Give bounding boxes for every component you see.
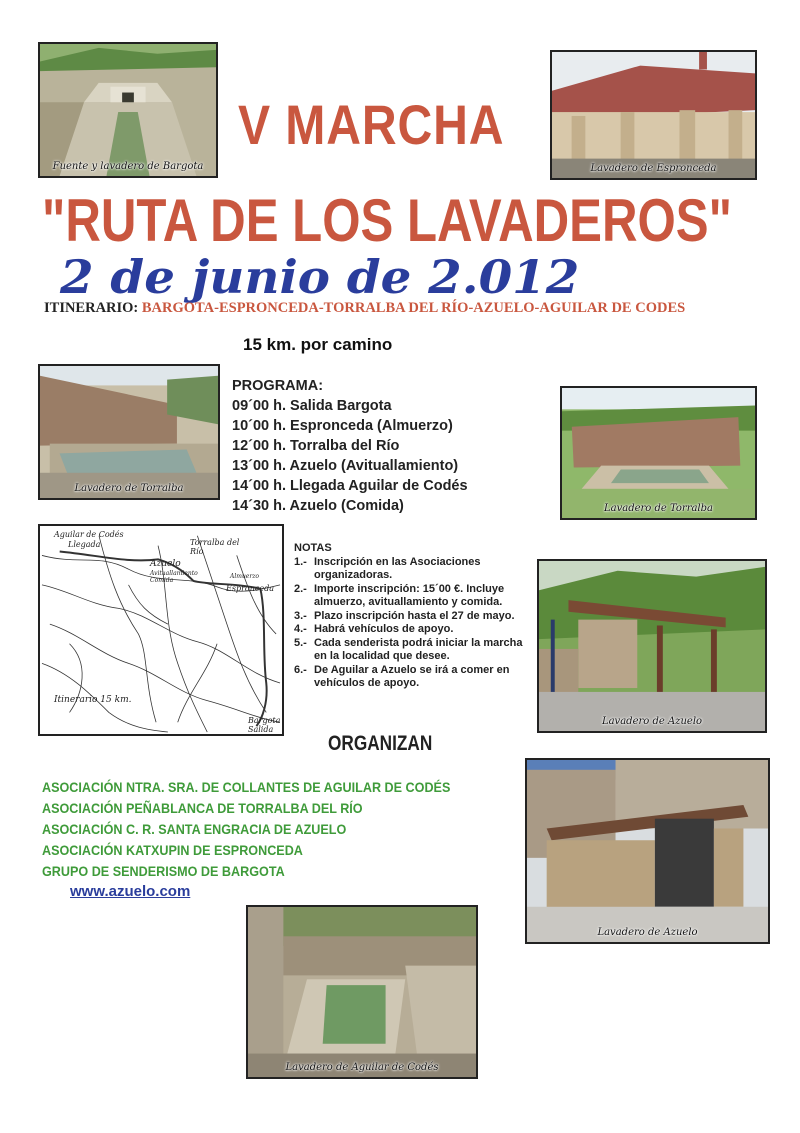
photo-aguilar [246,905,478,1079]
organizan-heading: ORGANIZAN [328,732,433,755]
itinerario-label: ITINERARIO: [44,300,139,316]
photo-bargota [38,42,218,178]
photo-torralba-left [38,364,220,500]
itinerario-route: BARGOTA-ESPRONCEDA-TORRALBA DEL RÍO-AZUELO-AGUILAR DE CODES [141,300,686,316]
association-item: ASOCIACIÓN NTRA. SRA. DE COLLANTES DE AGUILAR DE CODÉS [42,779,451,795]
nota-item: 2.- Importe inscripción: 15´00 €. Incluye almuerzo, avituallamiento y comida. [294,582,505,608]
map-label-salida: Salida [248,725,274,734]
map-label-espronceda: Espronceda [226,584,274,593]
distance: 15 km. por camino [243,335,393,354]
photo-caption: Lavadero de Torralba [74,483,184,494]
associations-list [42,777,450,882]
photo-caption: Lavadero de Azuelo [597,927,698,938]
notas [294,542,524,691]
photo-caption: Lavadero de Espronceda [590,163,717,174]
map-label-aguilar: Aguilar de Codés [54,530,124,539]
title-ruta-lavaderos: "RUTA DE LOS LAVADEROS" [42,187,732,254]
notas-heading: NOTAS [294,542,332,554]
photo-caption: Lavadero de Aguilar de Codés [285,1062,439,1073]
programa [232,376,468,516]
association-item: ASOCIACIÓN C. R. SANTA ENGRACIA DE AZUELO [42,821,347,837]
nota-item: 3.- Plazo inscripción hasta el 27 de mayo. [294,609,515,622]
photo-torralba-right [560,386,757,520]
photo-caption: Lavadero de Azuelo [601,716,703,727]
map-label-azuelo: Azuelo [150,559,181,569]
nota-item: 6.- De Aguilar a Azuelo se irá a comer en vehículos de apoyo. [294,663,510,689]
programa-heading: PROGRAMA: [232,378,324,394]
photo-azuelo-2 [525,758,770,944]
programa-item: 13´00 h. Azuelo (Avituallamiento) [232,458,459,474]
itinerario-line [44,300,685,317]
map-label-itinerario: Itinerario 15 km. [54,695,132,705]
photo-espronceda [550,50,757,180]
photo-azuelo-1 [537,559,767,733]
website-link[interactable]: www.azuelo.com [70,883,191,900]
nota-item: 1.- Inscripción en las Asociaciones organizadoras. [294,555,481,581]
association-item: GRUPO DE SENDERISMO DE BARGOTA [42,863,285,879]
map-label-espronceda-note: Almuerzo [230,573,259,580]
map-label-bargota: Bargota [248,716,281,725]
route-map [38,524,284,736]
photo-caption: Fuente y lavadero de Bargota [52,161,204,172]
photo-caption: Lavadero de Torralba [603,503,713,514]
event-date: 2 de junio de 2.012 [60,250,580,304]
map-label-azuelo-note: Avituallamiento Comida [150,570,198,584]
map-label-llegada: Llegada [68,540,101,549]
nota-item: 5.- Cada senderista podrá iniciar la marcha en la localidad que desee. [294,636,523,662]
programa-item: 10´00 h. Espronceda (Almuerzo) [232,418,453,434]
title-v-marcha: V MARCHA [238,93,505,156]
association-item: ASOCIACIÓN KATXUPIN DE ESPRONCEDA [42,842,303,858]
map-label-torralba: Torralba del Río [190,538,240,556]
programa-item: 14´30 h. Azuelo (Comida) [232,498,404,514]
programa-item: 12´00 h. Torralba del Río [232,438,400,454]
association-item: ASOCIACIÓN PEÑABLANCA DE TORRALBA DEL RÍO [42,800,363,816]
nota-item: 4.- Habrá vehículos de apoyo. [294,623,454,635]
programa-item: 09´00 h. Salida Bargota [232,398,392,414]
programa-item: 14´00 h. Llegada Aguilar de Codés [232,478,468,494]
